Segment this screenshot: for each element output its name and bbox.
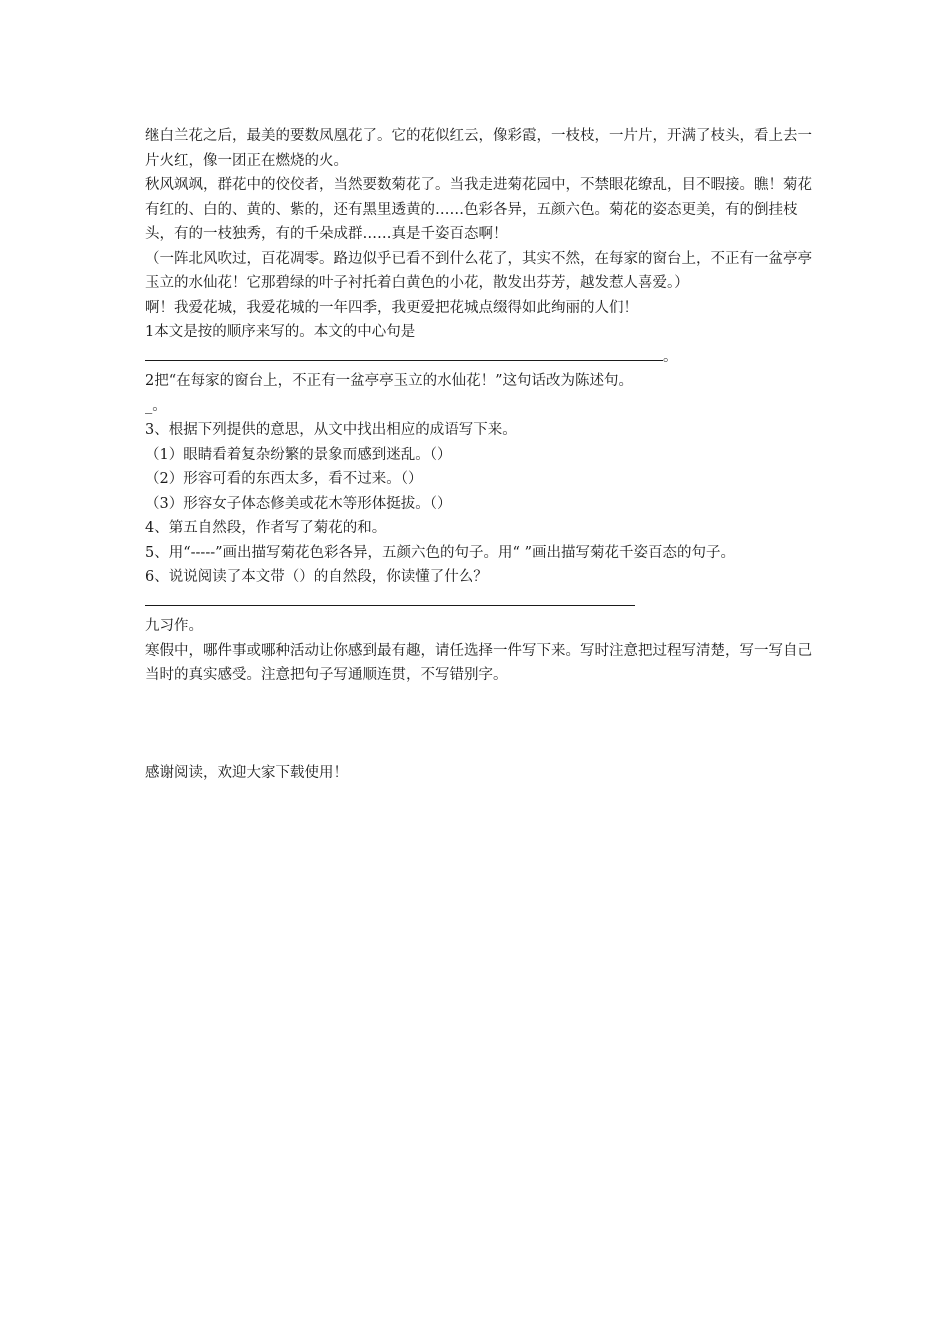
- question-4: 4、第五自然段，作者写了菊花的和。: [145, 520, 387, 536]
- answer-blank: [145, 346, 663, 361]
- question-1-end: 。: [663, 348, 678, 365]
- passage-paragraph-1: 继白兰花之后，最美的要数凤凰花了。它的花似红云，像彩霞，一枝枝，一片片，开满了枝头，看上去一片火红，像一团正在燃烧的火。: [145, 128, 812, 169]
- closing-text: 感谢阅读，欢迎大家下载使用！: [145, 764, 348, 781]
- question-6: 6、说说阅读了本文带（）的自然段，你读懂了什么？: [145, 569, 488, 585]
- passage-paragraph-4: 啊！我爱花城，我爱花城的一年四季，我更爱把花城点缀得如此绚丽的人们！: [145, 299, 638, 316]
- question-3: 3、根据下列提供的意思，从文中找出相应的成语写下来。: [145, 422, 517, 438]
- question-3-item-2: （2）形容可看的东西太多，看不过来。（）: [145, 471, 423, 487]
- question-3-item-3: （3）形容女子体态修美或花木等形体挺拔。（）: [145, 495, 452, 512]
- question-6-answer-line: [145, 590, 815, 615]
- composition-title: 九习作。: [145, 618, 203, 634]
- question-1: 1本文是按的顺序来写的。本文的中心句是: [145, 324, 416, 340]
- question-5: 5、用“-----”画出描写菊花色彩各异，五颜六色的句子。用“ ”画出描写菊花千姿百态的句子。: [145, 544, 735, 561]
- question-1-answer-line: [145, 345, 815, 370]
- question-2-answer: _。: [145, 397, 167, 414]
- passage-paragraph-3: （一阵北风吹过，百花凋零。路边似乎已看不到什么花了，其实不然，在每家的窗台上，不正有一盆亭亭玉立的水仙花！它那碧绿的叶子衬托着白黄色的小花，散发出芬芳，越发惹人喜爱。）: [145, 250, 812, 291]
- composition-prompt: 寒假中，哪件事或哪种活动让你感到最有趣，请任选择一件写下来。写时注意把过程写清楚，写一写自己当时的真实感受。注意把句子写通顺连贯，不写错别字。: [145, 642, 812, 683]
- question-3-item-1: （1）眼睛看着复杂纷繁的景象而感到迷乱。（）: [145, 446, 452, 463]
- answer-blank: [145, 591, 635, 606]
- question-2: 2把“在每家的窗台上，不正有一盆亭亭玉立的水仙花！”这句话改为陈述句。: [145, 373, 634, 389]
- passage-paragraph-2: 秋风飒飒，群花中的佼佼者，当然要数菊花了。当我走进菊花园中，不禁眼花缭乱，目不暇接。瞧！菊花有红的、白的、黄的、紫的，还有黑里透黄的……色彩各异，五颜六色。菊花的姿态更美，有的倒挂枝头，有的一枝独秀，有的千朵成群……真是千姿百态啊！: [145, 177, 812, 242]
- document-body: [145, 124, 815, 785]
- spacer: [145, 688, 815, 761]
